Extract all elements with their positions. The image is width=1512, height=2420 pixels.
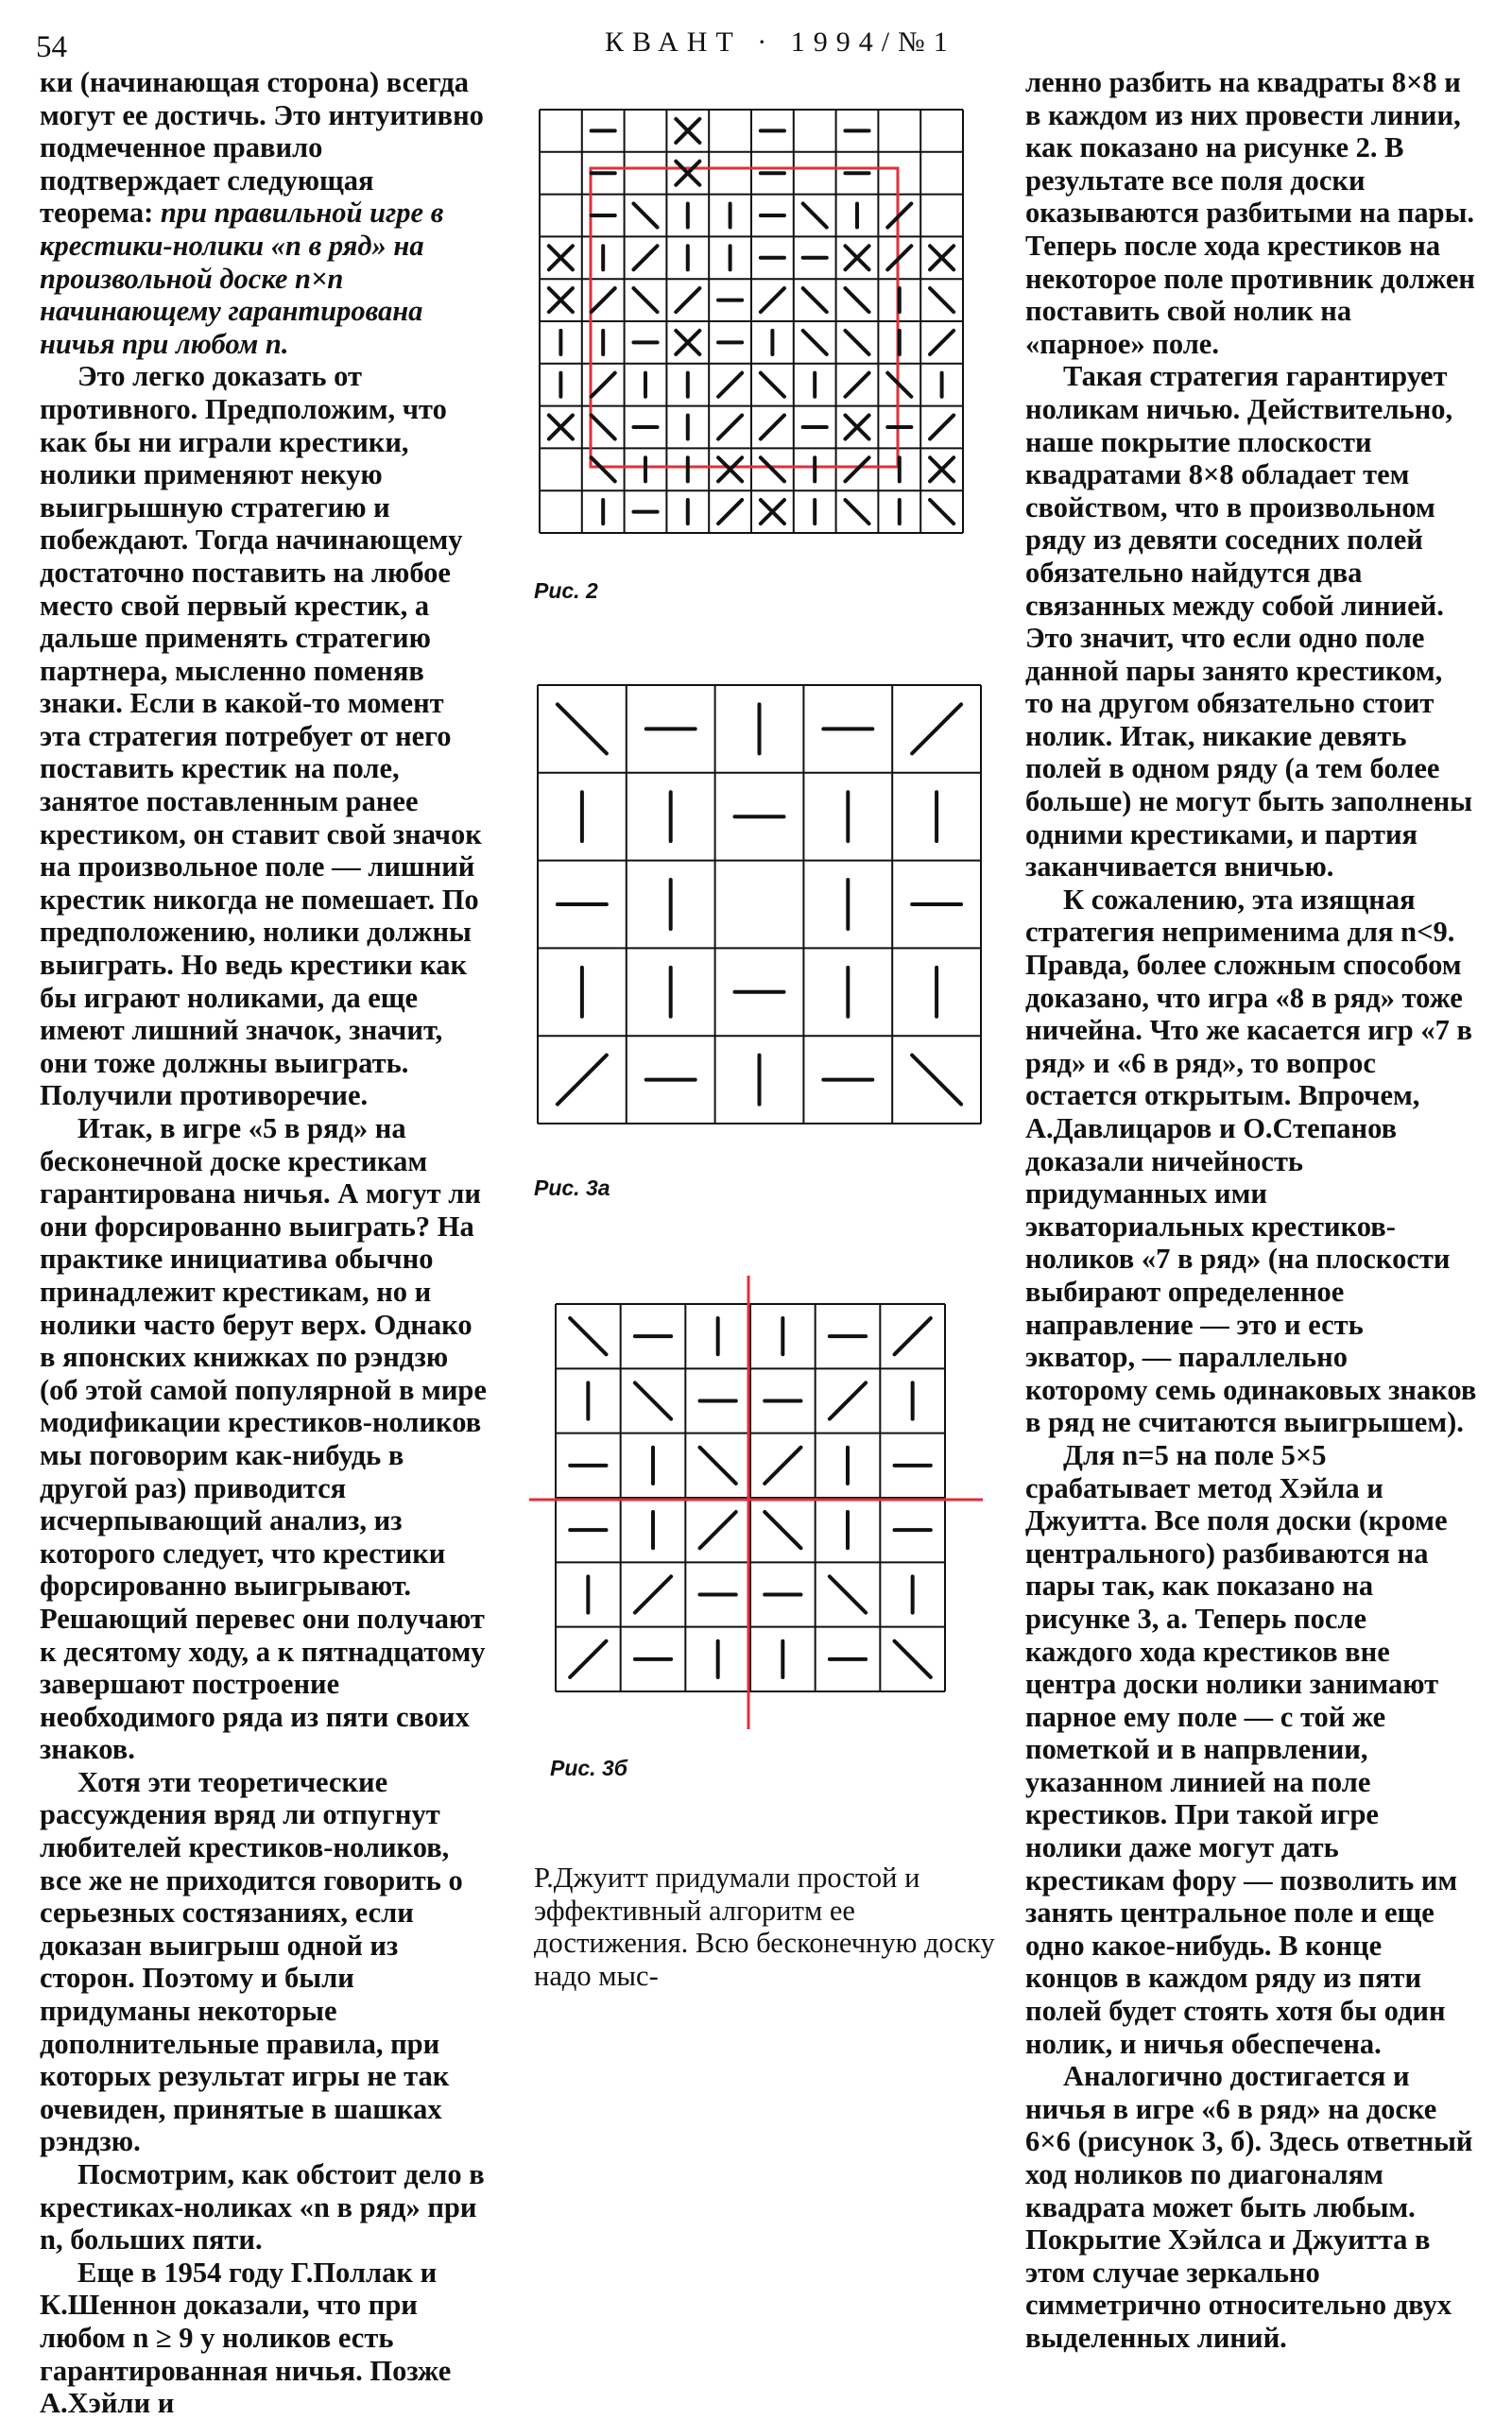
text-column-middle-bottom (534, 1862, 1006, 1992)
mark-diagonal-down (895, 1641, 931, 1677)
paragraph: Р.Джуитт придумали простой и эффективный алгоритм ее достижения. Всю бесконечную доску надо мыс- (534, 1862, 995, 1992)
page-number: 54 (36, 30, 67, 64)
figure-3b-grid (556, 1304, 945, 1691)
paragraph: Хотя эти теоретические рассуждения вряд ли отпугнут любителей крестиков-ноликов, все же не приходится говорить о серьезных состязаниях, если доказан выигрыш одной из сторон. Поэтому и были придуманы некоторые дополнительные правила, при которых результат игры не так очевиден, принятые в шашках рэндзю. (40, 1765, 463, 2158)
mark-diagonal-up (830, 1382, 866, 1418)
mark-diagonal-up (761, 415, 784, 438)
mark-diagonal-down (803, 203, 827, 227)
mark-diagonal-down (830, 1576, 866, 1612)
paragraph: Еще в 1954 году Г.Поллак и К.Шеннон доказали, что при любом n ≥ 9 у ноликов есть гарантированная ничья. Позже А.Хэйли и (40, 2256, 452, 2420)
mark-diagonal-down (633, 203, 657, 227)
mark-diagonal-up (592, 373, 615, 397)
mark-diagonal-down (633, 288, 657, 312)
figure-3b-caption: Рис. 3б (550, 1756, 627, 1780)
mark-diagonal-up (718, 500, 742, 523)
mark-diagonal-down (803, 288, 827, 312)
mark-diagonal-down (635, 1382, 671, 1418)
paragraph: Аналогично достигается и ничья в игре «6 в ряд» на доске 6×6 (рисунок 3, б). Здесь ответный ход ноликов по диагоналям квадрата может быть любым. Покрытие Хэйлса и Джуитта в этом случае зеркально симметрично относительно двух выделенных линий. (1025, 2060, 1473, 2354)
mark-diagonal-down (912, 1056, 961, 1105)
mark-diagonal-up (592, 288, 615, 312)
mark-diagonal-up (887, 203, 911, 227)
theorem-text: при правильной игре в крестики-нолики «n в ряд» на произвольной доске n×n начинающему гарантирована ничья при любом n. (40, 197, 444, 360)
mark-diagonal-down (845, 331, 868, 354)
mark-diagonal-down (845, 500, 868, 523)
mark-diagonal-up (633, 246, 657, 269)
mark-diagonal-down (887, 373, 911, 397)
paragraph: ленно разбить на квадраты 8×8 и в каждом из них провести линии, как показано на рисунке 2. В результате все поля доски оказываются разбитыми на пары. Теперь после хода крестиков на некоторое поле противник должен поставить свой нолик на «парное» поле. (1025, 66, 1475, 360)
mark-diagonal-down (592, 415, 615, 438)
mark-diagonal-up (930, 415, 954, 438)
mark-diagonal-up (700, 1512, 736, 1548)
paragraph: Это легко доказать от противного. Предположим, что как бы ни играли крестики, нолики применяют некую выигрышную стратегию и побеждают. Тогда начинающему достаточно поставить на любое место свой первый крестик, а дальше применять стратегию партнера, мысленно поменяв знаки. Если в какой-то момент эта стратегия потребует от него поставить крестик на поле, занятое поставленным ранее крестиком, он ставит свой значок на произвольное поле — лишний крестик никогда не помешает. По предположению, нолики должны выиграть. Но ведь крестики как бы играют ноликами, да еще имеют лишний значок, значит, они тоже должны выиграть. Получили противоречие. (40, 360, 482, 1112)
mark-diagonal-up (761, 288, 784, 312)
mark-diagonal-up (718, 415, 742, 438)
paragraph: Для n=5 на поле 5×5 срабатывает метод Хэйла и Джуитта. Все поля доски (кроме центрального) разбиваются на пары так, как показано на рисунке 3, а. Теперь после каждого хода крестиков вне центра доски нолики занимают парное ему поле — с той же пометкой и в напрвлении, указанном линией на поле крестиков. При такой игре нолики даже могут дать крестикам фору — позволить им занять центральное поле и еще одно какое-нибудь. В конце концов в каждом ряду из пяти полей будет стоять хотя бы один нолик, и ничья обеспечена. (1025, 1438, 1458, 2060)
mark-diagonal-up (912, 704, 961, 753)
paragraph: Итак, в игре «5 в ряд» на бесконечной доске крестикам гарантирована ничья. А могут ли они форсированно выиграть? На практике инициатива обычно принадлежит крестикам, но и нолики часто берут верх. Однако в японских книжках по рэндзю (об этой самой популярной в мире модификации крестиков-ноликов мы поговорим как-нибудь в другой раз) приводится исчерпывающий анализ, из которого следует, что крестики форсированно выигрывают. Решающий перевес они получают к десятому ходу, а к пятнадцатому завершают построение необходимого ряда из пяти своих знаков. (40, 1112, 487, 1766)
mark-diagonal-down (845, 288, 868, 312)
text-column-left (40, 66, 489, 2420)
figure-2-board (534, 104, 969, 539)
figure-3a-board (535, 682, 984, 1126)
mark-diagonal-down (700, 1448, 736, 1484)
journal-header: КВАНТ · 1994/№1 (605, 26, 956, 58)
mark-diagonal-up (558, 1056, 607, 1105)
mark-diagonal-down (761, 457, 784, 481)
mark-diagonal-up (718, 373, 742, 397)
paragraph (40, 66, 489, 360)
mark-diagonal-up (887, 246, 911, 269)
text-column-right (1025, 66, 1477, 2355)
mark-diagonal-up (635, 1576, 671, 1612)
figure-3b-board (529, 1276, 983, 1729)
mark-diagonal-up (895, 1318, 931, 1354)
figure-3a-marks (558, 704, 961, 1104)
mark-diagonal-up (570, 1641, 606, 1677)
paragraph: Посмотрим, как обстоит дело в крестиках-ноликах «n в ряд» при n, больших пяти. (40, 2158, 485, 2257)
paragraph: Такая стратегия гарантирует ноликам ничью. Действительно, наше покрытие плоскости квадратами 8×8 обладает тем свойством, что в произвольном ряду из девяти соседних полей обязательно найдутся два связанных между собой линией. Это значит, что если одно поле данной пары занято крестиком, то на другом обязательно стоит нолик. Итак, никакие девять полей в одном ряду (а тем более больше) не могут быть заполнены одними крестиками, и партия заканчивается вничью. (1025, 360, 1473, 884)
figure-3a-caption: Рис. 3а (534, 1176, 610, 1200)
mark-diagonal-up (676, 288, 699, 312)
mark-diagonal-down (930, 500, 954, 523)
paragraph-text: ки (начинающая сторона) всегда могут ее достичь. Это интуитивно подмеченное правило подтверждает следующая теорема: (40, 66, 484, 230)
figure-2-caption: Рис. 2 (534, 578, 598, 603)
mark-diagonal-up (845, 457, 868, 481)
mark-diagonal-up (930, 331, 954, 354)
mark-diagonal-up (845, 373, 868, 397)
mark-diagonal-down (765, 1512, 800, 1548)
mark-diagonal-down (558, 704, 607, 753)
mark-diagonal-up (765, 1448, 800, 1484)
mark-diagonal-down (803, 331, 827, 354)
mark-diagonal-down (930, 288, 954, 312)
paragraph: К сожалению, эта изящная стратегия неприменима для n<9. Правда, более сложным способом доказано, что игра «8 в ряд» тоже ничейна. Что же касается игр «7 в ряд» и «6 в ряд», то вопрос остается открытым. Впрочем, А.Давлицаров и О.Степанов доказали ничейность придуманных ими экваториальных крестиков-ноликов «7 в ряд» (на плоскости выбирают определенное направление — это и есть экватор, — параллельно которому семь одинаковых знаков в ряд не считаются выигрышем). (1025, 883, 1477, 1439)
mark-diagonal-down (570, 1318, 606, 1354)
mark-diagonal-down (592, 457, 615, 481)
mark-diagonal-down (761, 373, 784, 397)
